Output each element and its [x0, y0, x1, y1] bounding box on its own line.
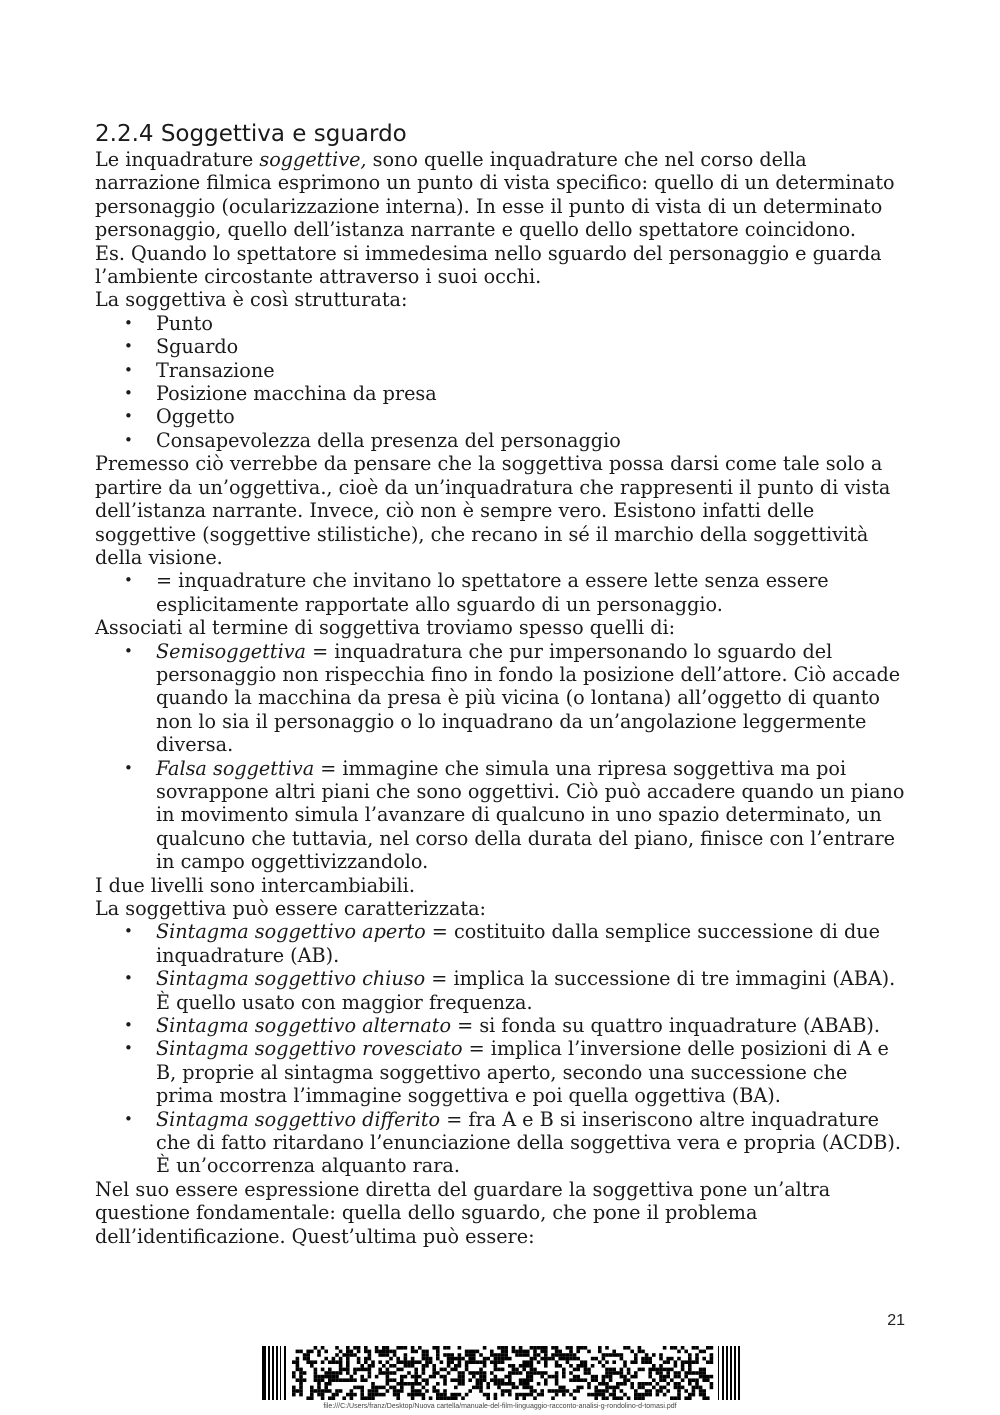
characterized-intro: La soggettiva può essere caratterizzata: [95, 897, 487, 920]
intro-paragraph: Le inquadrature soggettive, sono quelle inquadrature che nel corso della narrazione filmica esprimono un punto di vista specifico: quello di un determinato personaggio (ocularizzazione interna). In esse il punto di vista di un determinato personaggio, quello dell’istanza narrante e quello dello spettatore coincidono. [95, 148, 895, 242]
list-item: • Sintagma soggettivo differito = fra A e B si inseriscono altre inquadrature che di fatto ritardano l’enunciazione della soggettiva vera e propria (ACDB). È un’occorrenza alquanto rara. [156, 1108, 910, 1178]
list-item: • Sguardo [156, 335, 910, 358]
list-item: • Sintagma soggettivo aperto = costituito dalla semplice successione di due inquadrature (AB). [156, 920, 910, 967]
page-number: 21 [887, 1312, 905, 1329]
list-item: • Consapevolezza della presenza del personaggio [156, 429, 910, 452]
levels-paragraph: I due livelli sono intercambiabili. [95, 873, 415, 897]
list-item: • Punto [156, 312, 910, 335]
list-item: • Falsa soggettiva = immagine che simula una ripresa soggettiva ma poi sovrappone altri piani che sono oggettivi. Ciò può accadere quando un piano in movimento simula l’avanzare di qualcuno in uno spazio determinato, un qualcuno che tuttavia, nel corso della durata del piano, finisce con l’entrare in campo oggettivizzandolo. [156, 757, 910, 874]
document-body [95, 120, 910, 1248]
example-paragraph: Es. Quando lo spettatore si immedesima nello sguardo del personaggio e guarda l’ambiente circostante attraverso i suoi occhi. [95, 241, 882, 289]
file-path-footer: file:///C:/Users/franz/Desktop/Nuova cartella/manuale-del-film-linguaggio-racconto-analisi-g-rondolino-d-tomasi.pdf [323, 1403, 677, 1410]
list-item: • = inquadrature che invitano lo spettatore a essere lette senza essere esplicitamente rapportate allo sguardo di un personaggio. [156, 569, 910, 616]
list-item: • Semisoggettiva = inquadratura che pur impersonando lo sguardo del personaggio non rispecchia fino in fondo la posizione dell’attore. Ciò accade quando la macchina da presa è più vicina (o lontana) all’oggetto di quanto non lo sia il personaggio o lo inquadrano da un’angolazione leggermente diversa. [156, 640, 910, 757]
list-item: • Sintagma soggettivo alternato = si fonda su quattro inquadrature (ABAB). [156, 1014, 910, 1037]
closing-paragraph: Nel suo essere espressione diretta del guardare la soggettiva pone un’altra questione fondamentale: quella dello sguardo, che pone il problema dell’identificazione. Quest’ultima può essere: [95, 1177, 831, 1248]
sintagma-list [95, 920, 910, 1177]
stylistic-list [95, 569, 910, 616]
associated-intro: Associati al termine di soggettiva troviamo spesso quelli di: [95, 616, 676, 640]
structure-intro: La soggettiva è così strutturata: [95, 288, 408, 312]
list-item: • Sintagma soggettivo rovesciato = implica l’inversione delle posizioni di A e B, proprie al sintagma soggettivo aperto, secondo una successione che prima mostra l’immagine soggettiva e poi quella oggettiva (BA). [156, 1037, 910, 1107]
structure-list [95, 312, 910, 452]
section-heading: 2.2.4 Soggettiva e sguardo [95, 121, 407, 147]
associated-list [95, 640, 910, 874]
list-item: • Oggetto [156, 405, 910, 428]
barcode-icon [262, 1346, 740, 1400]
list-item: • Posizione macchina da presa [156, 382, 910, 405]
premise-paragraph: Premesso ciò verrebbe da pensare che la soggettiva possa darsi come tale solo a partire da un’oggettiva., cioè da un’inquadratura che rappresenti il punto di vista dell’istanza narrante. Invece, ciò non è sempre vero. Esistono infatti delle soggettive (soggettive stilistiche), che recano in sé il marchio della soggettività della visione. [95, 452, 891, 569]
list-item: • Transazione [156, 359, 910, 382]
list-item: • Sintagma soggettivo chiuso = implica la successione di tre immagini (ABA). È quello usato con maggior frequenza. [156, 967, 910, 1014]
